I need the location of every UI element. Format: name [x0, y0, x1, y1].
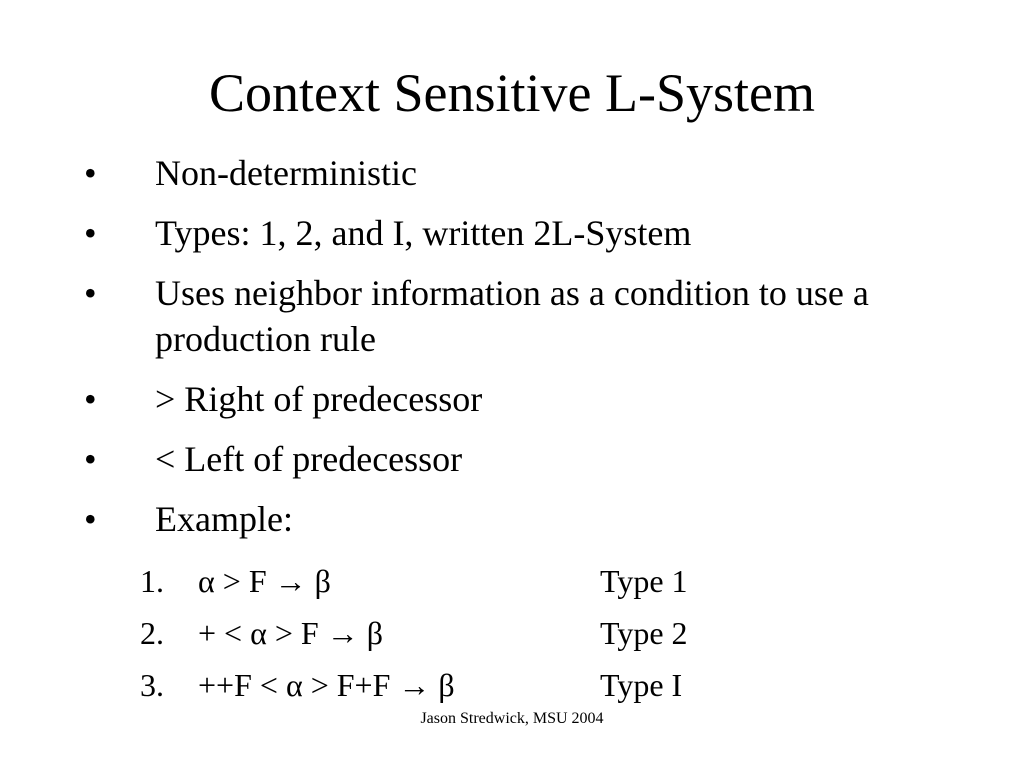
- bullet-dot: •: [84, 153, 97, 193]
- example-list: [0, 557, 1024, 713]
- example-number: 2.: [140, 615, 164, 651]
- bullet-dot: •: [84, 499, 97, 539]
- example-item: [0, 557, 1024, 609]
- production-rule: ++F < α > F+F → β: [198, 667, 455, 703]
- rule-type: Type I: [600, 667, 683, 703]
- example-item: [0, 609, 1024, 661]
- example-item: [0, 661, 1024, 713]
- bullet-item: [0, 210, 935, 256]
- bullet-text: Uses neighbor information as a condition to use a production rule: [155, 273, 869, 359]
- bullet-text: Types: 1, 2, and I, written 2L-System: [155, 213, 692, 253]
- bullet-list: [0, 150, 1024, 556]
- bullet-item: [0, 436, 935, 482]
- production-rule: + < α > F → β: [198, 615, 383, 651]
- bullet-item: [0, 150, 935, 196]
- bullet-text: < Left of predecessor: [155, 439, 463, 479]
- bullet-text: Example:: [155, 499, 293, 539]
- bullet-dot: •: [84, 273, 97, 313]
- example-number: 3.: [140, 667, 164, 703]
- bullet-item: [0, 270, 935, 362]
- example-number: 1.: [140, 563, 164, 599]
- bullet-item: [0, 376, 935, 422]
- rule-type: Type 2: [600, 615, 688, 651]
- bullet-dot: •: [84, 439, 97, 479]
- slide-footer: Jason Stredwick, MSU 2004: [420, 710, 604, 727]
- bullet-dot: •: [84, 379, 97, 419]
- slide-title: Context Sensitive L-System: [209, 63, 815, 123]
- production-rule: α > F → β: [198, 563, 331, 599]
- bullet-text: Non-deterministic: [155, 153, 417, 193]
- bullet-dot: •: [84, 213, 97, 253]
- bullet-text: > Right of predecessor: [155, 379, 483, 419]
- bullet-item: [0, 496, 935, 542]
- rule-type: Type 1: [600, 563, 688, 599]
